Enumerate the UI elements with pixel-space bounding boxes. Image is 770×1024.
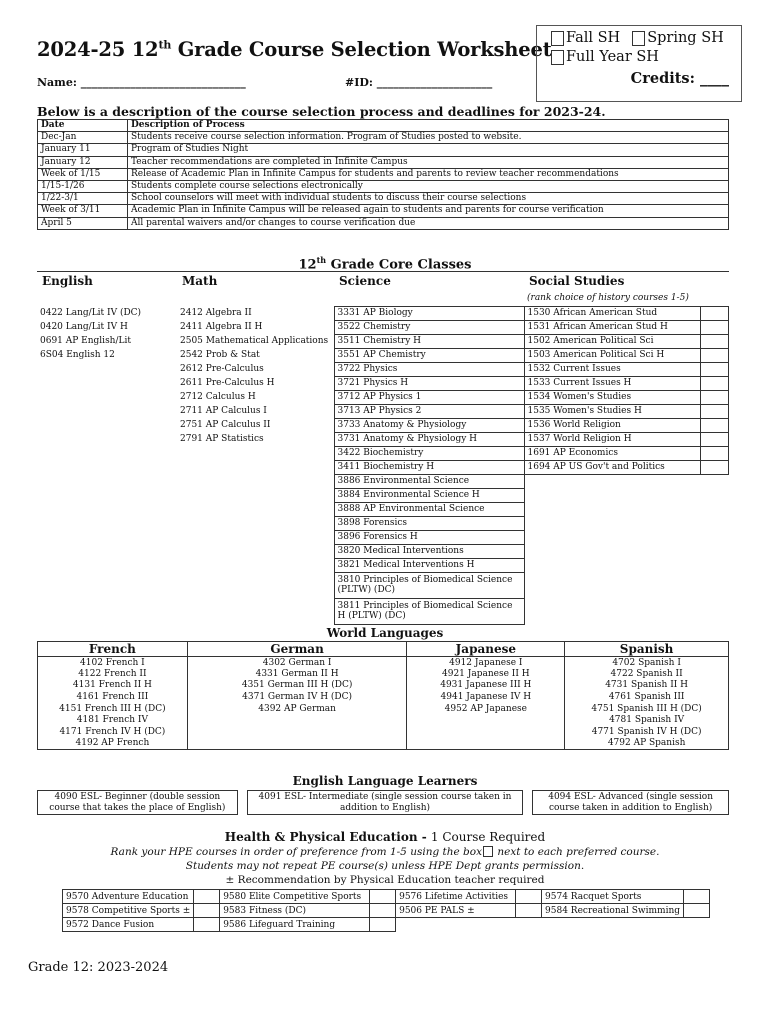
- process-date: January 12: [38, 156, 128, 168]
- math-course[interactable]: 2712 Calculus H: [180, 392, 256, 402]
- empty-cell: [524, 558, 729, 572]
- empty-cell: [516, 918, 542, 932]
- name-field[interactable]: Name: ______________________________: [37, 76, 246, 89]
- japanese-course[interactable]: 4931 Japanese III H: [407, 680, 565, 692]
- japanese-course[interactable]: 4921 Japanese II H: [407, 668, 565, 680]
- hpe-row: [63, 890, 710, 904]
- core-row: [37, 460, 729, 474]
- science-course[interactable]: 3811 Principles of Biomedical Science H (PLTW) (DC): [334, 598, 524, 624]
- language-row: [38, 668, 729, 680]
- spanish-course[interactable]: 4751 Spanish III H (DC): [565, 703, 729, 715]
- rank-box[interactable]: [194, 904, 220, 918]
- rank-box[interactable]: [194, 890, 220, 904]
- science-course[interactable]: 3713 AP Physics 2: [334, 404, 524, 418]
- empty-cell: [684, 918, 710, 932]
- core-row: [37, 598, 729, 624]
- core-row: [37, 362, 729, 376]
- core-row: [37, 516, 729, 530]
- math-course[interactable]: 2711 AP Calculus I: [180, 406, 267, 416]
- id-field[interactable]: #ID: _____________________: [345, 76, 493, 89]
- spanish-course[interactable]: 4702 Spanish I: [565, 657, 729, 669]
- ell-course[interactable]: 4094 ESL- Advanced (single session course taken in addition to English): [533, 791, 729, 815]
- process-row: [38, 193, 729, 205]
- spanish-course[interactable]: 4731 Spanish II H: [565, 680, 729, 692]
- rank-box[interactable]: [701, 348, 729, 362]
- english-course: [37, 404, 177, 418]
- japanese-course: [407, 738, 565, 750]
- core-classes-title: 12th Grade Core Classes: [298, 255, 472, 273]
- rank-box[interactable]: [370, 890, 396, 904]
- rank-box[interactable]: [701, 362, 729, 376]
- social-studies-course[interactable]: 1537 World Religion H: [524, 432, 701, 446]
- core-row: [37, 474, 729, 488]
- language-row: [38, 738, 729, 750]
- english-course: [37, 460, 177, 474]
- english-course: [37, 474, 177, 488]
- english-course: [37, 376, 177, 390]
- science-course[interactable]: 3733 Anatomy & Physiology: [334, 418, 524, 432]
- empty-cell: [524, 516, 729, 530]
- science-course[interactable]: 3721 Physics H: [334, 376, 524, 390]
- language-row: [38, 703, 729, 715]
- ell-course[interactable]: 4090 ESL- Beginner (double session course that takes the place of English): [38, 791, 238, 815]
- process-description: School counselors will meet with individual students to discuss their course selections: [128, 193, 729, 205]
- math-course: [177, 572, 334, 598]
- core-row: [37, 530, 729, 544]
- process-date: 1/22-3/1: [38, 193, 128, 205]
- process-description: Students complete course selections electronically: [128, 180, 729, 192]
- ell-course[interactable]: 4091 ESL- Intermediate (single session course taken in addition to English): [247, 791, 523, 815]
- fall-checkbox[interactable]: [551, 31, 564, 46]
- empty-cell: [396, 918, 516, 932]
- hpe-instruction-repeat: Students may not repeat PE course(s) unless HPE Dept grants permission.: [185, 860, 585, 872]
- math-course: [177, 446, 334, 460]
- math-course[interactable]: 2751 AP Calculus II: [180, 420, 271, 430]
- process-row: [38, 168, 729, 180]
- process-date: 1/15-1/26: [38, 180, 128, 192]
- french-course[interactable]: 4181 French IV: [38, 714, 188, 726]
- spanish-course[interactable]: 4722 Spanish II: [565, 668, 729, 680]
- process-date: Week of 3/11: [38, 205, 128, 217]
- math-course: [177, 460, 334, 474]
- hpe-row: [63, 904, 710, 918]
- german-course[interactable]: 4302 German I: [187, 657, 407, 669]
- rank-box[interactable]: [370, 918, 396, 932]
- french-course[interactable]: 4122 French II: [38, 668, 188, 680]
- spring-checkbox[interactable]: [632, 31, 645, 46]
- core-classes-table: [37, 271, 729, 625]
- core-row: [37, 320, 729, 334]
- math-course: [177, 530, 334, 544]
- language-row: [38, 726, 729, 738]
- math-course[interactable]: 2791 AP Statistics: [180, 434, 264, 444]
- core-row: [37, 558, 729, 572]
- spanish-course[interactable]: 4792 AP Spanish: [565, 738, 729, 750]
- german-course[interactable]: 4371 German IV H (DC): [187, 691, 407, 703]
- japanese-header: Japanese: [407, 642, 565, 657]
- rank-box[interactable]: [701, 432, 729, 446]
- core-row: [37, 572, 729, 598]
- fall-label: Fall SH: [566, 30, 621, 46]
- hpe-table: [62, 889, 710, 932]
- hpe-course[interactable]: 9584 Recreational Swimming: [542, 904, 684, 918]
- core-row: [37, 334, 729, 348]
- hpe-course[interactable]: 9574 Racquet Sports: [542, 890, 684, 904]
- social-studies-course[interactable]: 1536 World Religion: [524, 418, 701, 432]
- hpe-course[interactable]: 9580 Elite Competitive Sports: [220, 890, 370, 904]
- social-studies-course[interactable]: 1530 African American Stud: [524, 306, 701, 320]
- french-course[interactable]: 4131 French II H: [38, 680, 188, 692]
- german-course[interactable]: 4392 AP German: [187, 703, 407, 715]
- japanese-course[interactable]: 4952 AP Japanese: [407, 703, 565, 715]
- core-row: [37, 348, 729, 362]
- english-course: [37, 598, 177, 624]
- science-course[interactable]: 3551 AP Chemistry: [334, 348, 524, 362]
- math-course[interactable]: 2505 Mathematical Applications: [180, 336, 329, 346]
- social-studies-course[interactable]: 1531 African American Stud H: [524, 320, 701, 334]
- core-row: [37, 390, 729, 404]
- hpe-course[interactable]: 9506 PE PALS ±: [396, 904, 516, 918]
- footer: Grade 12: 2023-2024: [28, 960, 169, 975]
- process-row: [38, 132, 729, 144]
- math-course: [177, 558, 334, 572]
- english-course: [37, 446, 177, 460]
- science-course[interactable]: 3331 AP Biology: [334, 306, 524, 320]
- hpe-instruction-rank: Rank your HPE courses in order of preference from 1-5 using the box next to each preferred course.: [110, 846, 660, 858]
- process-row: [38, 144, 729, 156]
- core-row: [37, 502, 729, 516]
- rank-box[interactable]: [701, 446, 729, 460]
- hpe-course[interactable]: 9570 Adventure Education: [63, 890, 194, 904]
- language-row: [38, 691, 729, 703]
- rank-box[interactable]: [701, 306, 729, 320]
- german-course: [187, 726, 407, 738]
- process-description: Students receive course selection information. Program of Studies posted to website.: [128, 132, 729, 144]
- hpe-course[interactable]: 9576 Lifetime Activities: [396, 890, 516, 904]
- hpe-course[interactable]: 9578 Competitive Sports ±: [63, 904, 194, 918]
- rank-box[interactable]: [701, 460, 729, 474]
- french-course[interactable]: 4102 French I: [38, 657, 188, 669]
- process-date: Week of 1/15: [38, 168, 128, 180]
- ell-title: English Language Learners: [292, 774, 478, 788]
- french-course[interactable]: 4192 AP French: [38, 738, 188, 750]
- world-languages-title: World Languages: [326, 626, 444, 640]
- german-header: German: [187, 642, 407, 657]
- process-row: [38, 217, 729, 229]
- hpe-title: Health & Physical Education - 1 Course Required: [224, 830, 546, 844]
- empty-cell: [542, 918, 684, 932]
- hpe-course[interactable]: 9586 Lifeguard Training: [220, 918, 370, 932]
- core-row: [37, 306, 729, 320]
- english-course: [37, 390, 177, 404]
- english-course[interactable]: 0691 AP English/Lit: [40, 336, 131, 346]
- core-row: [37, 404, 729, 418]
- rank-box[interactable]: [701, 390, 729, 404]
- empty-cell: [524, 530, 729, 544]
- math-course[interactable]: 2611 Pre-Calculus H: [180, 378, 275, 388]
- spanish-course[interactable]: 4781 Spanish IV: [565, 714, 729, 726]
- process-description: Academic Plan in Infinite Campus will be released again to students and parents for course verification: [128, 205, 729, 217]
- science-course[interactable]: 3810 Principles of Biomedical Science (PLTW) (DC): [334, 572, 524, 598]
- english-course: [37, 502, 177, 516]
- science-course[interactable]: 3896 Forensics H: [334, 530, 524, 544]
- math-course[interactable]: 2612 Pre-Calculus: [180, 364, 264, 374]
- social-studies-course[interactable]: 1534 Women's Studies: [524, 390, 701, 404]
- rank-box[interactable]: [701, 376, 729, 390]
- core-row: [37, 418, 729, 432]
- social-studies-course[interactable]: 1503 American Political Sci H: [524, 348, 701, 362]
- science-course[interactable]: 3722 Physics: [334, 362, 524, 376]
- hpe-course[interactable]: 9583 Fitness (DC): [220, 904, 370, 918]
- process-description: Release of Academic Plan in Infinite Campus for students and parents to review teacher recommendations: [128, 168, 729, 180]
- english-course: [37, 530, 177, 544]
- rank-box[interactable]: [684, 904, 710, 918]
- empty-cell: [524, 502, 729, 516]
- full-year-label: Full Year SH: [566, 49, 659, 65]
- social-studies-course[interactable]: 1694 AP US Gov't and Politics: [524, 460, 701, 474]
- english-course: [37, 516, 177, 530]
- science-course[interactable]: 3886 Environmental Science: [334, 474, 524, 488]
- process-heading: Below is a description of the course selection process and deadlines for 2023-24.: [37, 104, 606, 119]
- english-course: [37, 488, 177, 502]
- spring-label: Spring SH: [647, 30, 724, 46]
- social-studies-course[interactable]: 1533 Current Issues H: [524, 376, 701, 390]
- math-course: [177, 544, 334, 558]
- english-course: [37, 432, 177, 446]
- date-header: Date: [38, 120, 128, 132]
- science-course[interactable]: 3411 Biochemistry H: [334, 460, 524, 474]
- japanese-course[interactable]: 4912 Japanese I: [407, 657, 565, 669]
- math-header: Math: [177, 272, 334, 291]
- language-row: [38, 714, 729, 726]
- math-course: [177, 488, 334, 502]
- science-course[interactable]: 3888 AP Environmental Science: [334, 502, 524, 516]
- english-course[interactable]: 0422 Lang/Lit IV (DC): [40, 308, 142, 318]
- french-course[interactable]: 4171 French IV H (DC): [38, 726, 188, 738]
- empty-cell: [524, 544, 729, 558]
- ell-table: [37, 790, 729, 815]
- science-course[interactable]: 3898 Forensics: [334, 516, 524, 530]
- rank-box[interactable]: [370, 904, 396, 918]
- math-course: [177, 598, 334, 624]
- science-course[interactable]: 3884 Environmental Science H: [334, 488, 524, 502]
- empty-cell: [524, 572, 729, 598]
- english-course: [37, 544, 177, 558]
- french-course[interactable]: 4161 French III: [38, 691, 188, 703]
- german-course: [187, 738, 407, 750]
- spanish-header: Spanish: [565, 642, 729, 657]
- rank-box[interactable]: [701, 320, 729, 334]
- english-course: [37, 418, 177, 432]
- rank-box[interactable]: [194, 918, 220, 932]
- semester-box: [536, 25, 742, 102]
- empty-cell: [524, 488, 729, 502]
- japanese-course: [407, 714, 565, 726]
- process-description: All parental waivers and/or changes to course verification due: [128, 217, 729, 229]
- credits-field[interactable]: Credits: ____: [630, 70, 729, 87]
- empty-cell: [524, 474, 729, 488]
- science-course[interactable]: 3511 Chemistry H: [334, 334, 524, 348]
- science-course[interactable]: 3821 Medical Interventions H: [334, 558, 524, 572]
- empty-cell: [524, 598, 729, 624]
- hpe-recommendation-note: ± Recommendation by Physical Education teacher required: [225, 874, 545, 886]
- spanish-course[interactable]: 4761 Spanish III: [565, 691, 729, 703]
- science-course[interactable]: 3522 Chemistry: [334, 320, 524, 334]
- hpe-course[interactable]: 9572 Dance Fusion: [63, 918, 194, 932]
- english-course[interactable]: 0420 Lang/Lit IV H: [40, 322, 128, 332]
- science-course[interactable]: 3712 AP Physics 1: [334, 390, 524, 404]
- rank-box[interactable]: [701, 334, 729, 348]
- core-row: [37, 446, 729, 460]
- english-course: [37, 362, 177, 376]
- math-course[interactable]: 2412 Algebra II: [180, 308, 252, 318]
- math-course: [177, 474, 334, 488]
- process-table: [37, 119, 729, 230]
- process-description: Teacher recommendations are completed in Infinite Campus: [128, 156, 729, 168]
- process-description: Program of Studies Night: [128, 144, 729, 156]
- hpe-row: [63, 918, 710, 932]
- japanese-course: [407, 726, 565, 738]
- description-header: Description of Process: [128, 120, 729, 132]
- page-title: 2024-25 12th Grade Course Selection Worksheet: [37, 38, 552, 61]
- process-date: Dec-Jan: [38, 132, 128, 144]
- rank-box[interactable]: [516, 904, 542, 918]
- math-course[interactable]: 2411 Algebra II H: [180, 322, 263, 332]
- science-course[interactable]: 3422 Biochemistry: [334, 446, 524, 460]
- process-row: [38, 180, 729, 192]
- language-row: [38, 680, 729, 692]
- checkbox-icon: [483, 846, 493, 857]
- french-course[interactable]: 4151 French III H (DC): [38, 703, 188, 715]
- science-course[interactable]: 3820 Medical Interventions: [334, 544, 524, 558]
- science-course[interactable]: 3731 Anatomy & Physiology H: [334, 432, 524, 446]
- math-course: [177, 502, 334, 516]
- process-row: [38, 205, 729, 217]
- social-studies-course[interactable]: 1535 Women's Studies H: [524, 404, 701, 418]
- language-row: [38, 657, 729, 669]
- math-course: [177, 516, 334, 530]
- rank-box[interactable]: [516, 890, 542, 904]
- full-year-checkbox[interactable]: [551, 50, 564, 65]
- core-row: [37, 432, 729, 446]
- process-row: [38, 156, 729, 168]
- social-studies-course[interactable]: 1691 AP Economics: [524, 446, 701, 460]
- german-course[interactable]: 4351 German III H (DC): [187, 680, 407, 692]
- social-studies-course[interactable]: 1502 American Political Sci: [524, 334, 701, 348]
- english-header: English: [37, 272, 177, 291]
- rank-box[interactable]: [701, 418, 729, 432]
- french-header: French: [38, 642, 188, 657]
- social-studies-note: (rank choice of history courses 1-5): [527, 292, 689, 303]
- rank-box[interactable]: [701, 404, 729, 418]
- rank-box[interactable]: [684, 890, 710, 904]
- core-row: [37, 488, 729, 502]
- english-course[interactable]: 6S04 English 12: [40, 350, 115, 360]
- english-course: [37, 558, 177, 572]
- world-languages-table: [37, 641, 729, 750]
- social-studies-course[interactable]: 1532 Current Issues: [524, 362, 701, 376]
- japanese-course[interactable]: 4941 Japanese IV H: [407, 691, 565, 703]
- core-row: [37, 376, 729, 390]
- german-course: [187, 714, 407, 726]
- process-date: January 11: [38, 144, 128, 156]
- science-header: Science: [334, 272, 524, 291]
- german-course[interactable]: 4331 German II H: [187, 668, 407, 680]
- core-row: [37, 544, 729, 558]
- english-course: [37, 572, 177, 598]
- spanish-course[interactable]: 4771 Spanish IV H (DC): [565, 726, 729, 738]
- math-course[interactable]: 2542 Prob & Stat: [180, 350, 260, 360]
- process-date: April 5: [38, 217, 128, 229]
- social-studies-header: Social Studies: [524, 272, 729, 291]
